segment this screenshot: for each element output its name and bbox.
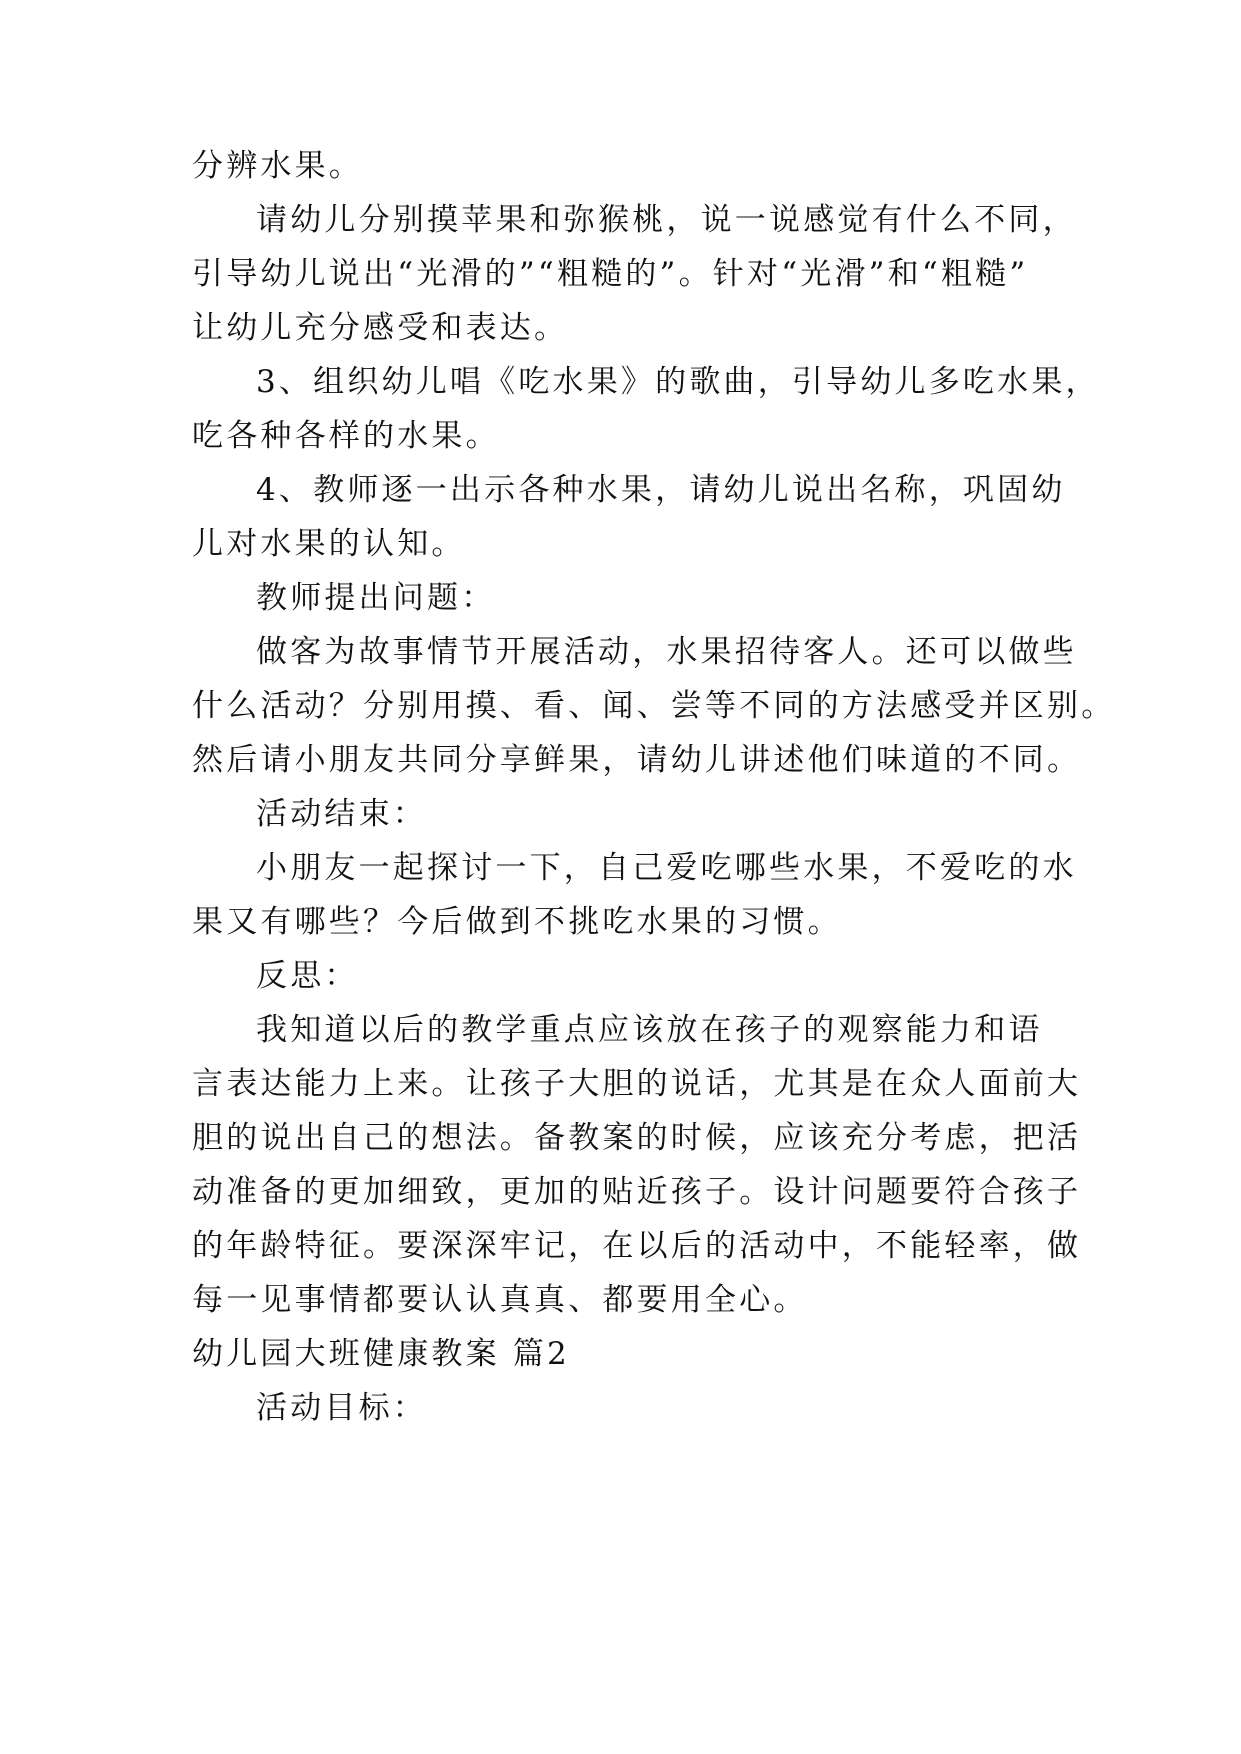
text-line: 活动目标： [256,1390,427,1426]
text-line: 动准备的更加细致，更加的贴近孩子。设计问题要符合孩子 [192,1174,1082,1210]
text-line: 教师提出问题： [256,580,496,616]
text-line: 活动结束： [256,796,427,832]
text-line: 什么活动？分别用摸、看、闻、尝等不同的方法感受并区别。 [192,688,1116,724]
section-heading: 幼儿园大班健康教案 篇2 [192,1336,570,1372]
text-line: 让幼儿充分感受和表达。 [192,310,569,346]
text-line: 3、组织幼儿唱《吃水果》的歌曲，引导幼儿多吃水果， [256,364,1100,400]
text-line: 小朋友一起探讨一下，自己爱吃哪些水果，不爱吃的水 [256,850,1077,886]
text-line: 我知道以后的教学重点应该放在孩子的观察能力和语 [256,1012,1043,1048]
text-line: 4、教师逐一出示各种水果，请幼儿说出名称，巩固幼 [256,472,1066,508]
text-line: 引导幼儿说出“光滑的”“粗糙的”。针对“光滑”和“粗糙” [192,256,1029,292]
text-line: 胆的说出自己的想法。备教案的时候，应该充分考虑，把活 [192,1120,1082,1156]
text-line: 儿对水果的认知。 [192,526,466,562]
text-line: 果又有哪些？今后做到不挑吃水果的习惯。 [192,904,842,940]
text-line: 反思： [256,958,359,994]
text-line: 然后请小朋友共同分享鲜果，请幼儿讲述他们味道的不同。 [192,742,1082,778]
text-line: 请幼儿分别摸苹果和弥猴桃，说一说感觉有什么不同， [256,202,1077,238]
text-line: 吃各种各样的水果。 [192,418,500,454]
text-line: 每一见事情都要认认真真、都要用全心。 [192,1282,808,1318]
text-line: 做客为故事情节开展活动，水果招待客人。还可以做些 [256,634,1077,670]
text-line: 分辨水果。 [192,148,363,184]
text-line: 言表达能力上来。让孩子大胆的说话，尤其是在众人面前大 [192,1066,1082,1102]
text-line: 的年龄特征。要深深牢记，在以后的活动中，不能轻率，做 [192,1228,1082,1264]
